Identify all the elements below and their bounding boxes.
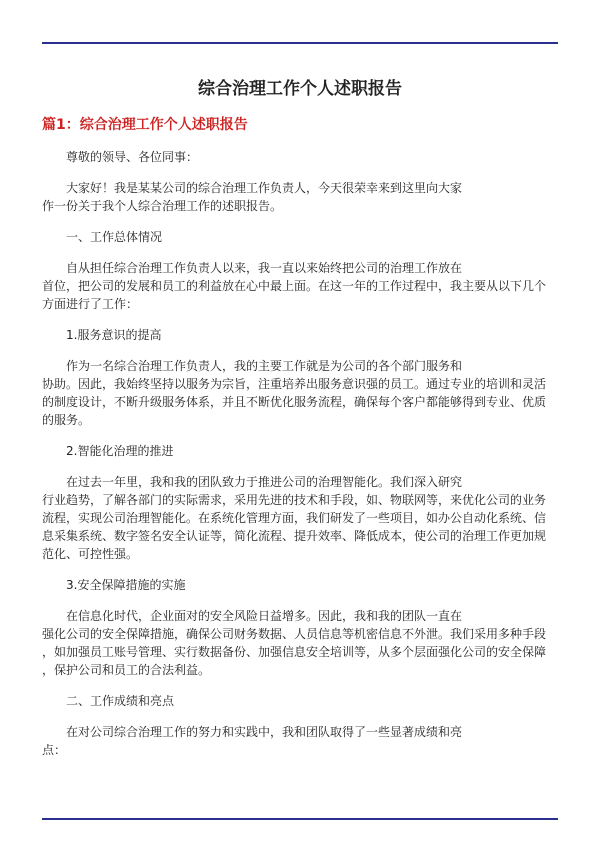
bottom-rule — [42, 818, 558, 820]
paragraph-intelligent: 在过去一年里，我和我的团队致力于推进公司的治理智能化。我们深入研究 行业趋势，了解各部门的实际需求，采用先进的技术和手段，如、物联网等，来优化公司的业务 流程，实现公司治理智能化。在系统化管理方面，我们研发了一些项目，如办公自动化系统、信 息采集系统、数字签名安全认证等，简化流程、提升效率、降低成本，使公司的治理工作更加规 范化、可控性强。 — [42, 475, 547, 561]
paragraph-service: 作为一名综合治理工作负责人，我的主要工作就是为公司的各个部门服务和 协助。因此，我始终坚持以服务为宗旨，注重培养出服务意识强的员工。通过专业的培训和灵活 的制度设计，不断升级服务体系，并且不断优化服务流程，确保每个客户都能够得到专业、优质 的服务。 — [42, 359, 547, 427]
document-page — [42, 76, 558, 759]
paragraph-achievements: 在对公司综合治理工作的努力和实践中，我和团队取得了一些显著成绩和亮 点： — [42, 725, 463, 757]
paragraph-security: 在信息化时代，企业面对的安全风险日益增多。因此，我和我的团队一直在 强化公司的安全保障措施，确保公司财务数据、人员信息等机密信息不外泄。我们采用多种手段 ，如加强员工账号管理、实行数据备份、加强信息安全培训等，从多个层面强化公司的安全保障 ，保护公司和员工的合法利益。 — [42, 609, 547, 677]
section-heading-1: 一、工作总体情况 — [66, 230, 163, 244]
item-heading-1: 1.服务意识的提高 — [66, 328, 162, 342]
article-heading: 篇1：综合治理工作个人述职报告 — [42, 117, 248, 133]
document-title: 综合治理工作个人述职报告 — [198, 79, 402, 99]
paragraph-overall: 自从担任综合治理工作负责人以来，我一直以来始终把公司的治理工作放在 首位，把公司的发展和员工的利益放在心中最上面。在这一年的工作过程中，我主要从以下几个 方面进行了工作： — [42, 261, 547, 311]
section-heading-2: 二、工作成绩和亮点 — [66, 694, 175, 708]
top-rule — [42, 42, 558, 44]
intro-paragraph: 大家好！我是某某公司的综合治理工作负责人，今天很荣幸来到这里向大家 作一份关于我个人综合治理工作的述职报告。 — [42, 181, 463, 213]
item-heading-3: 3.安全保障措施的实施 — [66, 578, 186, 592]
salutation: 尊敬的领导、各位同事： — [66, 150, 199, 164]
item-heading-2: 2.智能化治理的推进 — [66, 444, 174, 458]
